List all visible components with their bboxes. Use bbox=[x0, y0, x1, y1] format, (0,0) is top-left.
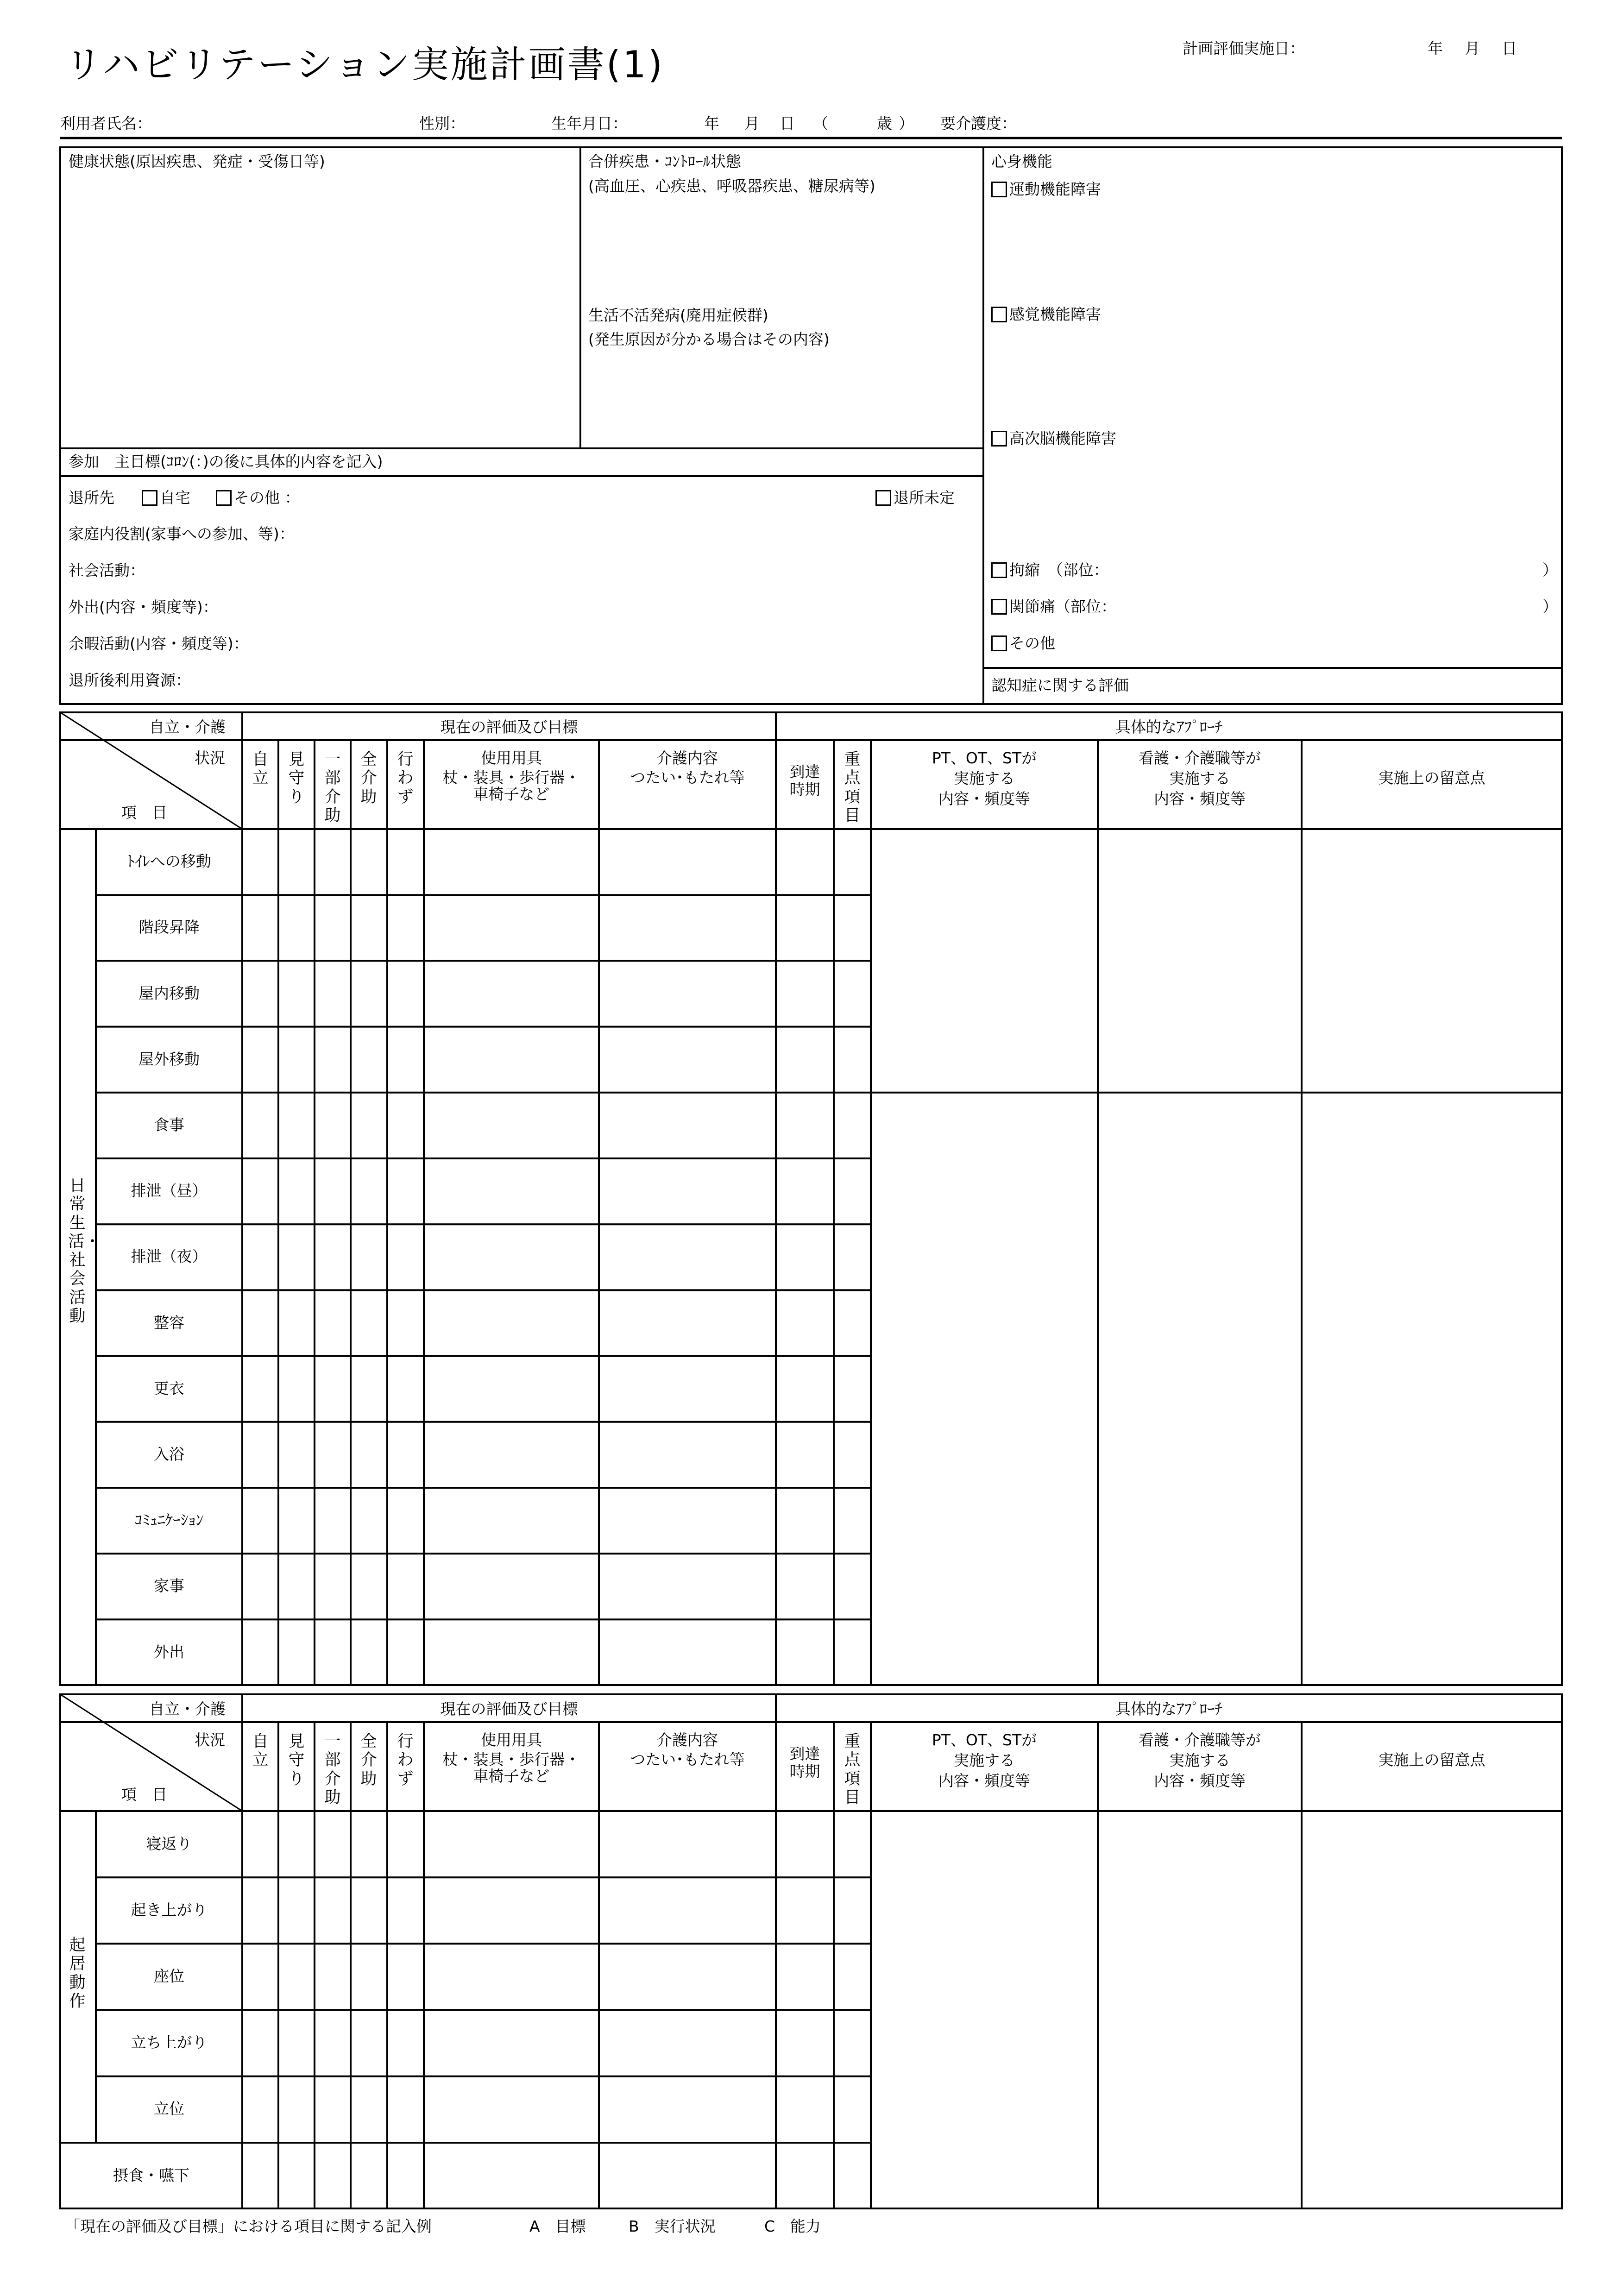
care-content-header-2: つたい･もたれ等 bbox=[630, 1750, 745, 1768]
home-role-label: 家庭内役割(家事への参加、等)： bbox=[69, 525, 295, 543]
equipment-header-2: 杖・装具・歩行器・ bbox=[442, 1750, 580, 1768]
pt-ot-st-header-1: PT、OT、STが bbox=[932, 749, 1037, 767]
birthdate-label: 生年月日： bbox=[551, 114, 628, 132]
adl-item-label-9: 入浴 bbox=[154, 1445, 184, 1463]
equipment-header-2: 杖・装具・歩行器・ bbox=[442, 768, 580, 786]
independence-label: 自立・介護 bbox=[149, 1700, 226, 1718]
equipment-header-1: 使用用具 bbox=[481, 749, 542, 767]
pt-ot-st-header-2: 実施する bbox=[954, 1751, 1015, 1769]
birth-year: 年 bbox=[704, 114, 719, 132]
independence-label: 自立・介護 bbox=[149, 718, 226, 736]
disuse-note: (発生原因が分かる場合はその内容) bbox=[588, 330, 830, 348]
mobility-item-label-4: 立位 bbox=[154, 2100, 184, 2118]
gender-label: 性別： bbox=[419, 114, 465, 132]
achievement-header-1: 到達 bbox=[789, 763, 820, 781]
nursing-header-2: 実施する bbox=[1169, 769, 1230, 787]
priority-header: 重点項目 bbox=[844, 750, 861, 825]
legend-c: C 能力 bbox=[764, 2217, 821, 2235]
level-not-performed-header: 行わず bbox=[397, 1732, 414, 1788]
adl-item-label-8: 更衣 bbox=[154, 1379, 184, 1397]
discharge-other-label: その他 ： bbox=[234, 489, 300, 507]
achievement-header-1: 到達 bbox=[789, 1745, 820, 1763]
level-not-performed-header: 行わず bbox=[397, 750, 414, 806]
current-eval-header: 現在の評価及び目標 bbox=[440, 1700, 578, 1718]
contracture-label: 拘縮 （部位： bbox=[1009, 561, 1109, 579]
approach-header: 具体的なｱﾌﾟﾛｰﾁ bbox=[1115, 1700, 1222, 1718]
leisure-label: 余暇活動(内容・頻度等)： bbox=[69, 635, 249, 653]
motor-impairment-label: 運動機能障害 bbox=[1009, 180, 1101, 198]
other-function-label: その他 bbox=[1009, 634, 1055, 652]
level-independent-header: 自立 bbox=[252, 1732, 269, 1770]
priority-header: 重点項目 bbox=[844, 1732, 861, 1807]
mobility-item-label-0: 寝返り bbox=[146, 1834, 192, 1853]
higher-brain-checkbox[interactable] bbox=[991, 431, 1007, 447]
sensory-impairment-checkbox[interactable] bbox=[991, 307, 1007, 322]
nursing-header-3: 内容・頻度等 bbox=[1154, 1772, 1246, 1790]
notes-header: 実施上の留意点 bbox=[1378, 769, 1486, 787]
age-unit: 歳 bbox=[877, 114, 892, 132]
nursing-header-3: 内容・頻度等 bbox=[1154, 790, 1246, 808]
higher-brain-label: 高次脳機能障害 bbox=[1009, 429, 1116, 447]
legend-a: A 目標 bbox=[529, 2217, 586, 2235]
equipment-header-3: 車椅子など bbox=[473, 785, 550, 803]
age-close-paren: ） bbox=[899, 114, 914, 132]
current-eval-header: 現在の評価及び目標 bbox=[440, 718, 578, 736]
care-content-header-1: 介護内容 bbox=[657, 749, 718, 767]
health-status-label: 健康状態(原因疾患、発症・受傷日等) bbox=[69, 152, 325, 170]
discharge-home-checkbox[interactable] bbox=[142, 490, 157, 506]
adl-item-label-1: 階段昇降 bbox=[138, 918, 200, 937]
care-content-header-1: 介護内容 bbox=[657, 1731, 718, 1749]
level-independent-header: 自立 bbox=[252, 750, 269, 788]
notes-header: 実施上の留意点 bbox=[1378, 1751, 1486, 1769]
eval-date-label: 計画評価実施日： bbox=[1183, 39, 1305, 57]
nursing-header-2: 実施する bbox=[1169, 1751, 1230, 1769]
swallow-label: 摂食・嚥下 bbox=[113, 2166, 189, 2184]
joint-pain-close-paren: ） bbox=[1542, 598, 1558, 616]
level-supervision-header: 見守り bbox=[288, 1732, 305, 1788]
motor-impairment-checkbox[interactable] bbox=[991, 182, 1007, 197]
age-open-paren: （ bbox=[813, 114, 828, 132]
approach-header: 具体的なｱﾌﾟﾛｰﾁ bbox=[1115, 718, 1222, 736]
joint-pain-label: 関節痛（部位： bbox=[1009, 598, 1116, 616]
contracture-close-paren: ） bbox=[1542, 561, 1558, 579]
adl-item-label-11: 家事 bbox=[154, 1577, 184, 1595]
item-label: 項 目 bbox=[121, 1786, 167, 1804]
birth-day: 日 bbox=[780, 114, 795, 132]
disuse-label: 生活不活発病(廃用症候群) bbox=[588, 306, 768, 324]
adl-item-label-7: 整容 bbox=[154, 1313, 184, 1332]
adl-item-label-12: 外出 bbox=[154, 1642, 184, 1661]
status-label: 状況 bbox=[195, 1731, 225, 1749]
nursing-header-1: 看護・介護職等が bbox=[1139, 749, 1261, 767]
adl-item-label-2: 屋内移動 bbox=[138, 984, 200, 1002]
care-content-header-2: つたい･もたれ等 bbox=[630, 768, 745, 786]
adl-item-label-0: ﾄｲﾚへの移動 bbox=[127, 852, 211, 871]
sensory-impairment-label: 感覚機能障害 bbox=[1009, 305, 1101, 323]
dementia-eval-label: 認知症に関する評価 bbox=[991, 676, 1129, 694]
legend-b: B 実行状況 bbox=[629, 2217, 716, 2235]
achievement-header-2: 時期 bbox=[789, 1762, 820, 1780]
care-level-label: 要介護度： bbox=[940, 114, 1017, 132]
pt-ot-st-header-2: 実施する bbox=[954, 769, 1015, 787]
birth-month: 月 bbox=[744, 114, 760, 132]
footer-example-label: 「現在の評価及び目標」における項目に関する記入例 bbox=[65, 2217, 432, 2235]
contracture-checkbox[interactable] bbox=[991, 562, 1007, 578]
item-label: 項 目 bbox=[121, 804, 167, 822]
joint-pain-checkbox[interactable] bbox=[991, 599, 1007, 615]
discharge-label: 退所先 bbox=[69, 489, 114, 507]
level-partial-assist-header: 一部介助 bbox=[324, 1732, 341, 1807]
level-supervision-header: 見守り bbox=[288, 750, 305, 806]
mind-body-function-label: 心身機能 bbox=[991, 152, 1052, 170]
adl-item-label-10: ｺﾐｭﾆｹｰｼｮﾝ bbox=[134, 1511, 204, 1529]
outing-label: 外出(内容・頻度等)： bbox=[69, 598, 218, 616]
discharge-home-label: 自宅 bbox=[160, 489, 190, 507]
page-title: リハビリテーション実施計画書(1) bbox=[65, 43, 665, 86]
user-name-label: 利用者氏名： bbox=[60, 114, 152, 132]
achievement-header-2: 時期 bbox=[789, 780, 820, 799]
equipment-header-1: 使用用具 bbox=[481, 1731, 542, 1749]
mobility-item-label-2: 座位 bbox=[154, 1967, 184, 1985]
status-label: 状況 bbox=[195, 749, 225, 767]
complications-note: (高血圧、心疾患、呼吸器疾患、糖尿病等) bbox=[588, 177, 875, 195]
discharge-undecided-label: 退所未定 bbox=[894, 489, 955, 507]
discharge-other-checkbox[interactable] bbox=[216, 490, 232, 506]
nursing-header-1: 看護・介護職等が bbox=[1139, 1731, 1261, 1749]
adl-item-label-3: 屋外移動 bbox=[138, 1050, 200, 1068]
adl-category-label: 日常生活・社会活動 bbox=[68, 1176, 101, 1326]
participation-goal-label: 参加 主目標(ｺﾛﾝ(：)の後に具体的内容を記入) bbox=[69, 453, 383, 471]
eval-date-month: 月 bbox=[1465, 39, 1480, 57]
mobility-category-label: 起居動作 bbox=[69, 1936, 86, 2011]
pt-ot-st-header-3: 内容・頻度等 bbox=[938, 790, 1030, 808]
mobility-item-label-1: 起き上がり bbox=[131, 1900, 208, 1919]
adl-item-label-5: 排泄（昼） bbox=[131, 1182, 208, 1200]
discharge-undecided-checkbox[interactable] bbox=[875, 490, 891, 506]
level-full-assist-header: 全介助 bbox=[360, 1732, 377, 1788]
pt-ot-st-header-1: PT、OT、STが bbox=[932, 1731, 1037, 1749]
complications-label: 合併疾患・ｺﾝﾄﾛｰﾙ状態 bbox=[588, 152, 741, 170]
eval-date-year: 年 bbox=[1428, 39, 1443, 57]
post-discharge-resources-label: 退所後利用資源： bbox=[69, 671, 191, 689]
level-full-assist-header: 全介助 bbox=[360, 750, 377, 806]
pt-ot-st-header-3: 内容・頻度等 bbox=[938, 1772, 1030, 1790]
adl-item-label-4: 食事 bbox=[154, 1115, 184, 1134]
eval-date-day: 日 bbox=[1502, 39, 1517, 57]
mobility-item-label-3: 立ち上がり bbox=[131, 2033, 208, 2052]
equipment-header-3: 車椅子など bbox=[473, 1767, 550, 1785]
adl-item-label-6: 排泄（夜） bbox=[131, 1247, 208, 1266]
level-partial-assist-header: 一部介助 bbox=[324, 750, 341, 825]
other-function-checkbox[interactable] bbox=[991, 635, 1007, 651]
social-activity-label: 社会活動： bbox=[69, 561, 145, 579]
